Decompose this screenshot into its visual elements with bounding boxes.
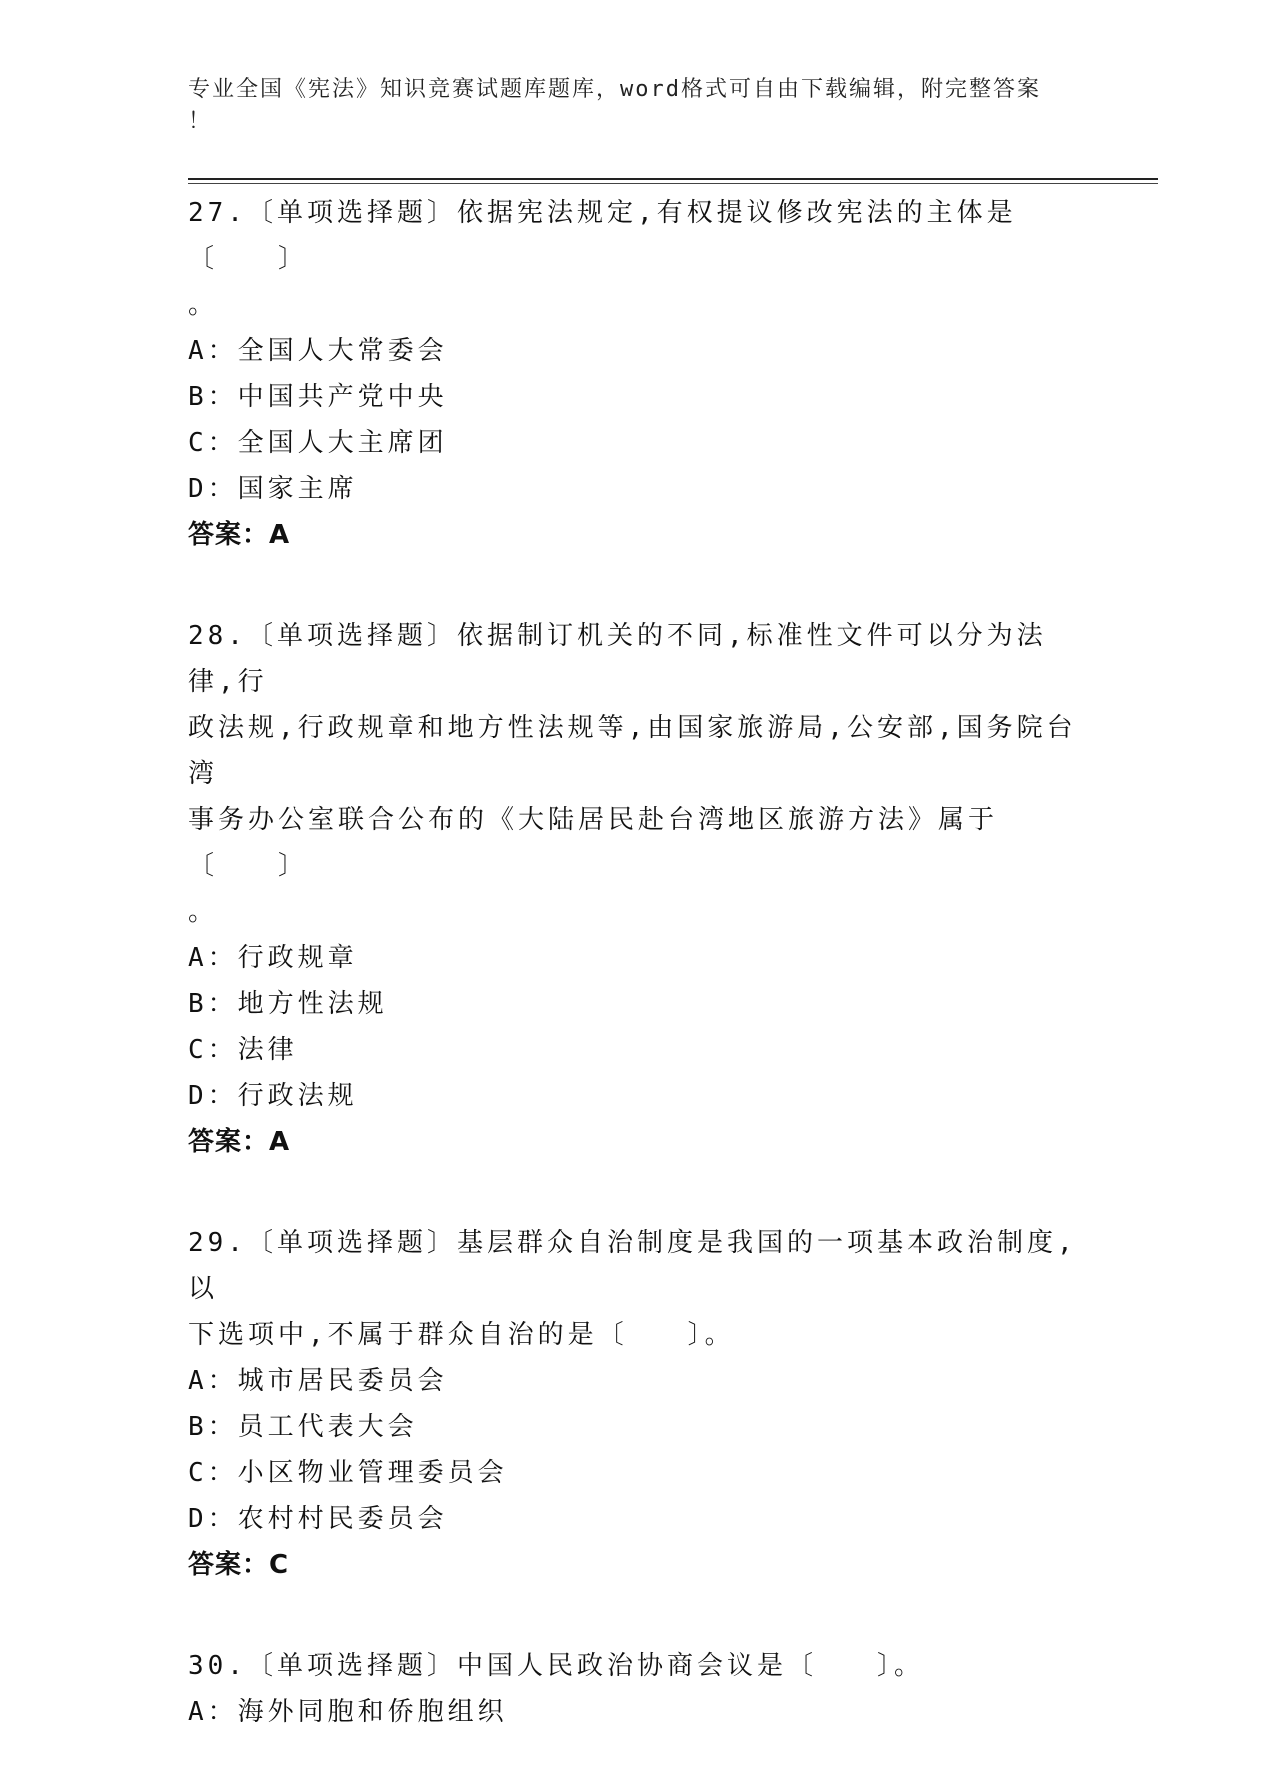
- question-line: 29.〔单项选择题〕基层群众自治制度是我国的一项基本政治制度,以: [188, 1228, 1077, 1304]
- question-29: [188, 1220, 1088, 1588]
- option-b: B：地方性法规: [188, 989, 388, 1019]
- option-a: A：全国人大常委会: [188, 336, 448, 366]
- option-d: D：行政法规: [188, 1081, 358, 1111]
- question-line: 事务办公室联合公布的《大陆居民赴台湾地区旅游方法》属于〔 〕: [188, 805, 999, 881]
- question-text: [188, 613, 1088, 935]
- option-c: C：小区物业管理委员会: [188, 1458, 508, 1488]
- option-a: A：海外同胞和侨胞组织: [188, 1697, 508, 1727]
- header-line-1: 专业全国《宪法》知识竞赛试题库题库，word格式可自由下载编辑，附完整答案: [188, 77, 1041, 102]
- document-header: [188, 74, 1068, 138]
- question-text: [188, 1220, 1088, 1358]
- option-d: D：国家主席: [188, 474, 358, 504]
- question-line: 。: [188, 290, 219, 320]
- question-line: 28.〔单项选择题〕依据制订机关的不同,标准性文件可以分为法律,行: [188, 621, 1047, 697]
- question-list: [188, 190, 1088, 1790]
- option-b: B：员工代表大会: [188, 1412, 418, 1442]
- answer: 答案：A: [188, 520, 291, 550]
- header-line-2: ！: [188, 109, 213, 134]
- option-c: C：法律: [188, 1035, 298, 1065]
- option-b: B：中国共产党中央: [188, 382, 448, 412]
- answer: 答案：A: [188, 1127, 291, 1157]
- question-line: 27.〔单项选择题〕依据宪法规定,有权提议修改宪法的主体是〔 〕: [188, 198, 1017, 274]
- header-divider: [188, 178, 1158, 180]
- question-30: [188, 1643, 1088, 1735]
- question-text: [188, 190, 1088, 328]
- option-a: A：行政规章: [188, 943, 358, 973]
- option-a: A：城市居民委员会: [188, 1366, 448, 1396]
- option-d: D：农村村民委员会: [188, 1504, 448, 1534]
- question-line: 30.〔单项选择题〕中国人民政治协商会议是〔 〕。: [188, 1651, 924, 1681]
- answer: 答案：C: [188, 1550, 290, 1580]
- question-28: [188, 613, 1088, 1165]
- question-27: [188, 190, 1088, 558]
- question-line: 下选项中,不属于群众自治的是〔 〕。: [188, 1320, 735, 1350]
- option-c: C：全国人大主席团: [188, 428, 448, 458]
- question-line: 政法规,行政规章和地方性法规等,由国家旅游局,公安部,国务院台湾: [188, 713, 1077, 789]
- question-line: 。: [188, 897, 219, 927]
- header-divider-thin: [188, 183, 1158, 184]
